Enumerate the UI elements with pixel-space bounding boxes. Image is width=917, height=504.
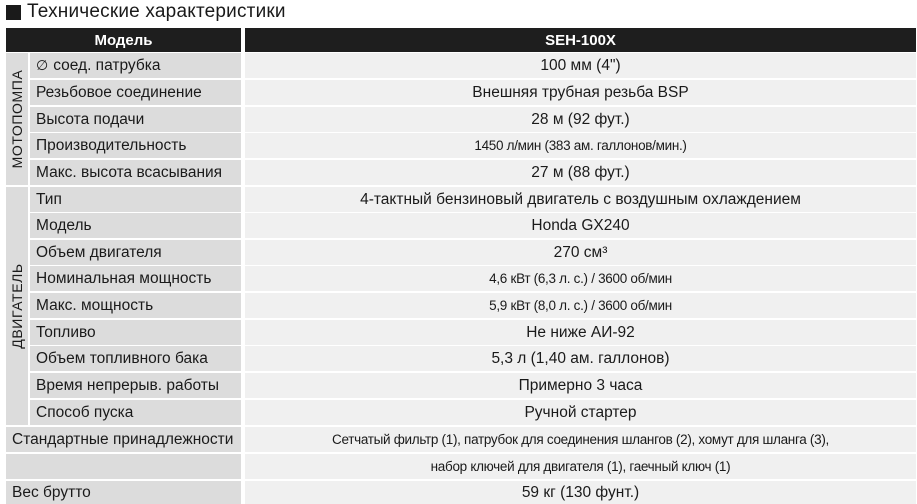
spec-label-tank: Объем топливного бака bbox=[30, 346, 241, 371]
spec-label-displacement: Объем двигателя bbox=[30, 240, 241, 265]
spec-label-diameter-text: соед. патрубка bbox=[53, 56, 161, 74]
spec-value-fuel: Не ниже АИ-92 bbox=[245, 320, 916, 345]
heading-square-marker bbox=[6, 5, 21, 20]
page-title: Технические характеристики bbox=[27, 1, 286, 22]
spec-label-max-power: Макс. мощность bbox=[30, 293, 241, 318]
spec-label-engine-type: Тип bbox=[30, 187, 241, 212]
spec-label-start: Способ пуска bbox=[30, 400, 241, 425]
group-label-pump bbox=[6, 53, 28, 185]
header-model-label: Модель bbox=[6, 28, 241, 52]
spec-value-accessories-line2: набор ключей для двигателя (1), гаечный ключ (1) bbox=[245, 454, 916, 479]
group-label-pump-text: МОТОПОМПА bbox=[9, 69, 25, 169]
spec-label-weight: Вес брутто bbox=[6, 481, 241, 504]
spec-value-displacement: 270 см³ bbox=[245, 240, 916, 265]
spec-label-head: Высота подачи bbox=[30, 107, 241, 132]
spec-value-suction: 27 м (88 фут.) bbox=[245, 160, 916, 185]
spec-value-max-power: 5,9 кВт (8,0 л. с.) / 3600 об/мин bbox=[245, 293, 916, 318]
spec-value-runtime: Примерно 3 часа bbox=[245, 373, 916, 398]
spec-label-runtime: Время непрерыв. работы bbox=[30, 373, 241, 398]
spec-label-capacity: Производительность bbox=[30, 133, 241, 158]
spec-value-diameter: 100 мм (4") bbox=[245, 53, 916, 78]
spec-label-accessories-cont bbox=[6, 454, 241, 479]
header-model-value: SEH-100X bbox=[245, 28, 916, 52]
spec-value-engine-model: Honda GX240 bbox=[245, 213, 916, 238]
spec-label-engine-model: Модель bbox=[30, 213, 241, 238]
spec-value-thread: Внешняя трубная резьба BSP bbox=[245, 80, 916, 105]
spec-label-thread: Резьбовое соединение bbox=[30, 80, 241, 105]
spec-label-accessories: Стандартные принадлежности bbox=[6, 427, 241, 452]
spec-value-tank: 5,3 л (1,40 ам. галлонов) bbox=[245, 346, 916, 371]
spec-value-head: 28 м (92 фут.) bbox=[245, 107, 916, 132]
spec-label-fuel: Топливо bbox=[30, 320, 241, 345]
spec-value-engine-type: 4-тактный бензиновый двигатель с воздушным охлаждением bbox=[245, 187, 916, 212]
spec-value-rated-power: 4,6 кВт (6,3 л. с.) / 3600 об/мин bbox=[245, 266, 916, 291]
spec-label-diameter bbox=[30, 53, 241, 78]
section-heading bbox=[6, 0, 286, 24]
group-label-engine bbox=[6, 187, 28, 425]
diameter-icon: ∅ bbox=[36, 57, 49, 73]
spec-label-rated-power: Номинальная мощность bbox=[30, 266, 241, 291]
group-label-engine-text: ДВИГАТЕЛЬ bbox=[9, 263, 25, 349]
spec-value-weight: 59 кг (130 фунт.) bbox=[245, 481, 916, 504]
spec-value-capacity: 1450 л/мин (383 ам. галлонов/мин.) bbox=[245, 133, 916, 158]
spec-value-accessories-line1: Сетчатый фильтр (1), патрубок для соединения шлангов (2), хомут для шланга (3), bbox=[245, 427, 916, 452]
spec-label-suction: Макс. высота всасывания bbox=[30, 160, 241, 185]
spec-value-start: Ручной стартер bbox=[245, 400, 916, 425]
